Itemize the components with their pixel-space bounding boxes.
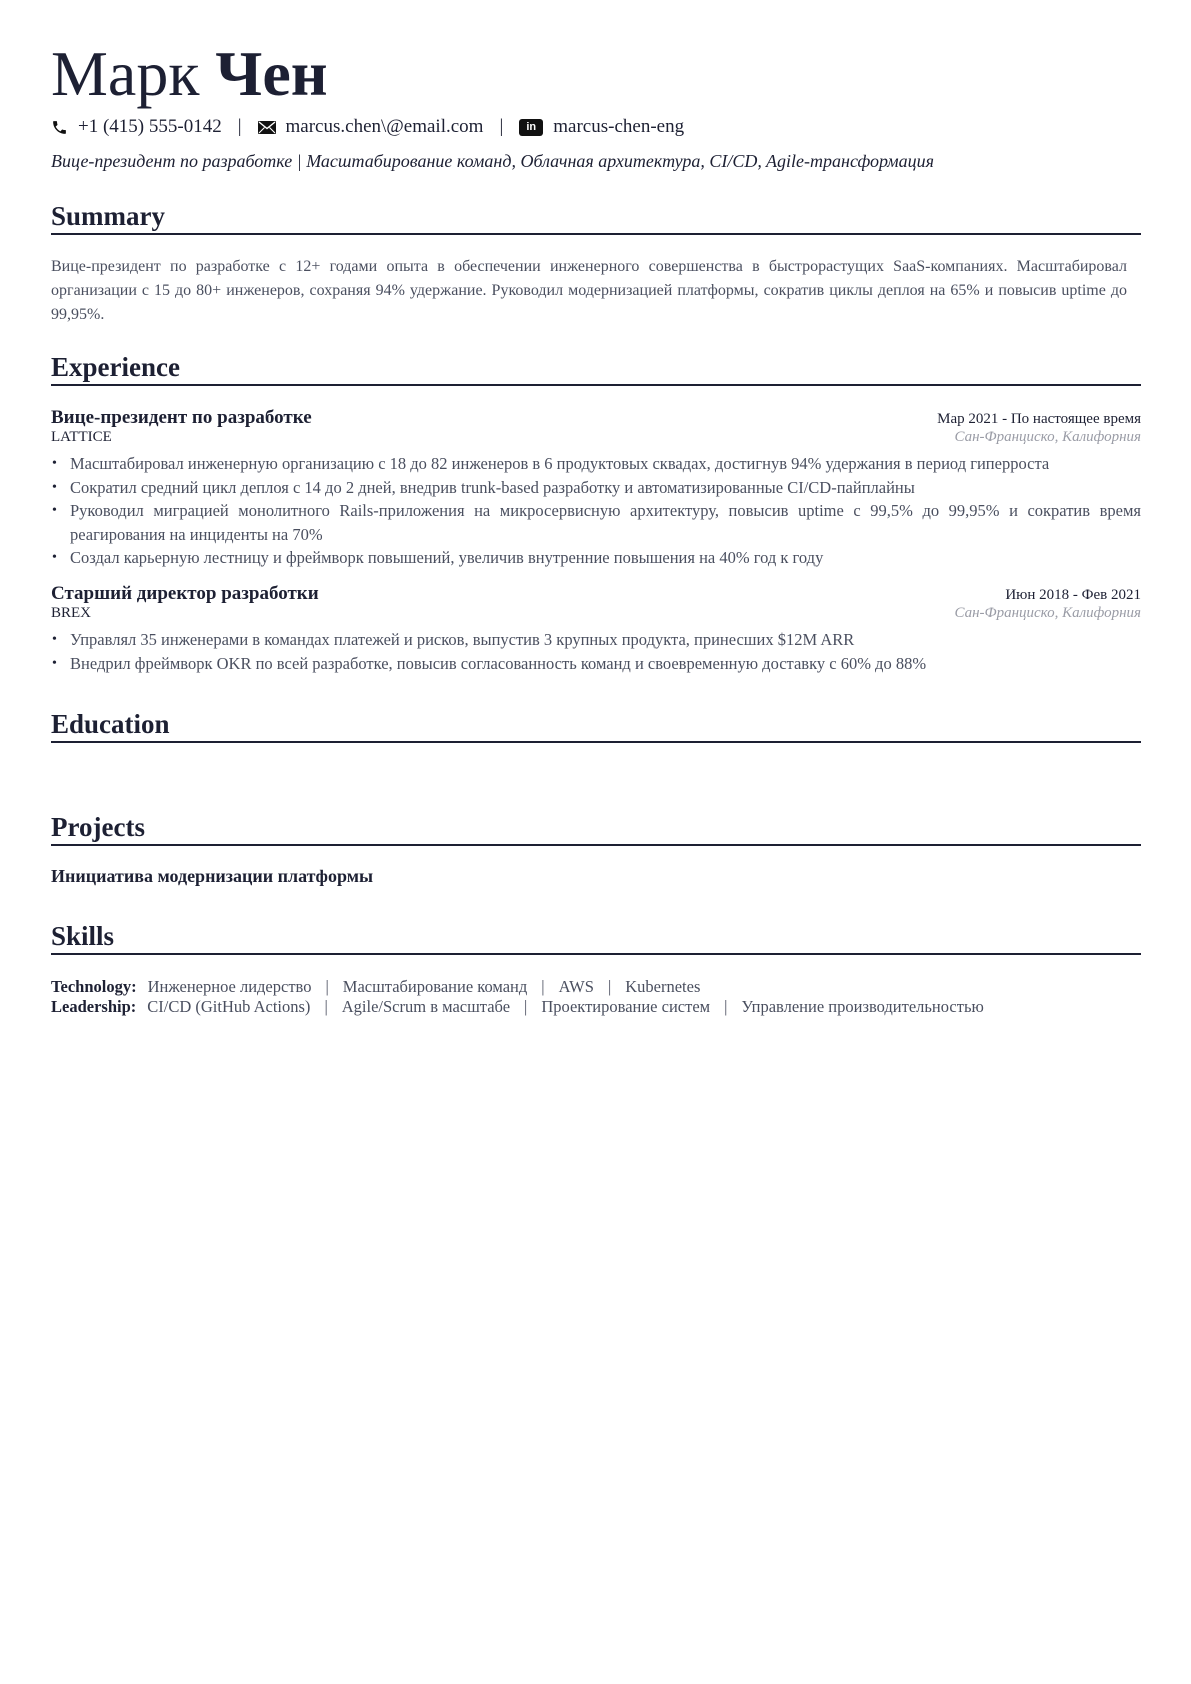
job-location: Сан-Франциско, Калифорния [954,429,1141,445]
skills-list [51,977,984,1017]
section-divider [51,953,1141,955]
job-dates: Июн 2018 - Фев 2021 [1005,587,1141,603]
section-title: Projects [51,812,145,842]
last-name: Чен [215,38,328,109]
job-company: BREX [51,605,92,621]
linkedin-text: marcus-chen-eng [553,116,685,137]
skill-separator: | [325,977,329,996]
skill-separator: | [541,977,545,996]
section-divider [51,233,1141,235]
section-divider [51,844,1141,846]
skill-separator: | [724,997,728,1016]
headline-tagline: Вице-президент по разработке | Масштабирование команд, Облачная архитектура, CI/CD, Agile-трансформация [51,151,935,171]
phone-contact[interactable] [51,116,222,138]
skill-item: Масштабирование команд [342,977,528,996]
project-title: Инициатива модернизации платформы [51,866,374,886]
skill-item: Agile/Scrum в масштабе [341,997,511,1016]
job-entry [51,583,1141,675]
contact-separator: | [237,116,242,137]
skill-item: Kubernetes [625,977,701,996]
skills-label: Leadership: [51,997,137,1016]
summary-section-header [51,199,1141,235]
education-section-header [51,707,1141,743]
email-contact[interactable] [258,116,484,138]
envelope-icon [258,121,276,134]
bullet-item: • Руководил миграцией монолитного Rails-приложения на микросервисную архитектуру, повысив uptime с 99,5% до 99,95% и сократив время реагирования на инциденты на 70% [51,499,1141,546]
skill-item: CI/CD (GitHub Actions) [147,997,311,1016]
skills-label: Technology: [51,977,137,996]
skill-item: Инженерное лидерство [147,977,312,996]
contact-separator: | [499,116,504,137]
skill-separator: | [524,997,528,1016]
job-entry [51,407,1141,570]
job-location: Сан-Франциско, Калифорния [954,605,1141,621]
bullet-item: • Масштабировал инженерную организацию с 18 до 82 инженеров в 6 продуктовых сквадах, достигнув 94% удержания в период гиперроста [51,452,1141,476]
linkedin-contact[interactable] [519,116,684,138]
contact-line [51,114,684,140]
phone-icon [51,119,68,136]
skill-separator: | [324,997,328,1016]
skill-item: Проектирование систем [541,997,711,1016]
job-company: LATTICE [51,429,112,445]
job-dates: Мар 2021 - По настоящее время [937,411,1141,427]
job-title: Старший директор разработки [51,583,319,604]
skill-item: AWS [558,977,594,996]
skill-item: Управление производительностью [741,997,984,1016]
email-text: marcus.chen\@email.com [285,116,484,137]
first-name: Марк [51,38,200,109]
experience-section-header [51,350,1141,386]
phone-text: +1 (415) 555-0142 [78,116,222,137]
section-title: Summary [51,201,165,231]
candidate-name [51,34,328,114]
linkedin-icon: in [519,119,543,136]
projects-section-header [51,810,1141,846]
bullet-item: • Управлял 35 инженерами в командах платежей и рисков, выпустив 3 крупных продукта, принесших $12M ARR [51,628,1141,652]
skills-row-technology [51,977,984,997]
job-bullets [51,628,1141,675]
skill-separator: | [607,977,612,996]
job-bullets [51,452,1141,570]
skills-section-header [51,919,1141,955]
bullet-item: • Сократил средний цикл деплоя с 14 до 2 дней, внедрив trunk-based разработку и автоматизированные CI/CD-пайплайны [51,476,1141,500]
section-title: Skills [51,921,115,951]
bullet-item: • Создал карьерную лестницу и фреймворк повышений, увеличив внутренние повышения на 40% год к году [51,546,1141,570]
section-title: Experience [51,352,180,382]
bullet-item: • Внедрил фреймворк OKR по всей разработке, повысив согласованность команд и своевременную доставку с 60% до 88% [51,652,1141,676]
skills-row-leadership [51,997,984,1017]
section-divider [51,384,1141,386]
job-title: Вице-президент по разработке [51,407,312,428]
section-divider [51,741,1141,743]
summary-text: Вице-президент по разработке с 12+ годами опыта в обеспечении инженерного совершенства в быстрорастущих SaaS-компаниях. Масштабировал организации с 15 до 80+ инженеров, сохраняя 94% удержание. Руководил модернизацией платформы, сократив циклы деплоя на 65% и повысив uptime до 99,95%. [51,258,1127,323]
section-title: Education [51,709,170,739]
